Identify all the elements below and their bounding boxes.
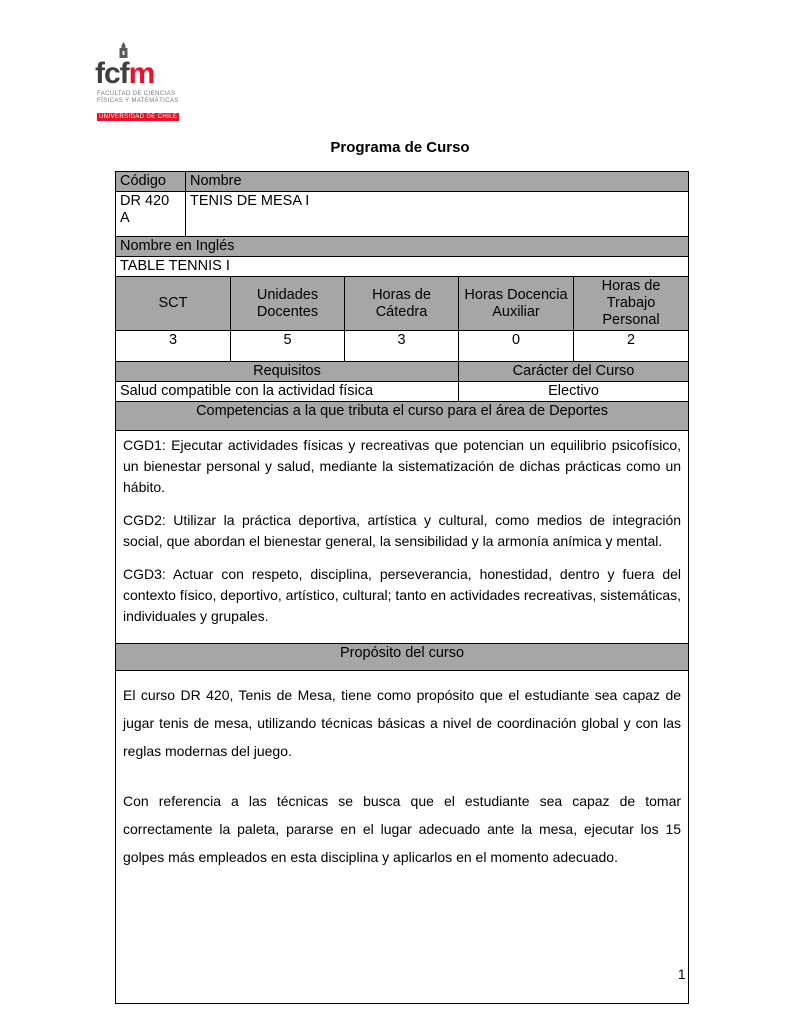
competencia-cgd3-paragraph: CGD3: Actuar con respeto, disciplina, perseverancia, honestidad, dentro y fuera del contexto físico, deportivo, artístico, cultural; tanto en actividades recreativas, sistemáticas, individuales y grupales.: [123, 566, 682, 624]
header-sct-cell: SCT: [116, 277, 231, 331]
value-horas-trabajo-personal-cell: 2: [574, 331, 689, 362]
codigo-label-cell: Código: [116, 172, 186, 192]
requisitos-label-cell: Requisitos: [116, 362, 459, 382]
header-horas-catedra-cell: Horas de Cátedra: [345, 277, 459, 331]
value-unidades-docentes-cell: 5: [231, 331, 345, 362]
proposito-header-cell: Propósito del curso: [116, 644, 689, 671]
beauchef-tower-icon: [117, 42, 130, 58]
nombre-label-cell: Nombre: [186, 172, 689, 192]
logo-faculty-line1: FACULTAD DE CIENCIAS: [97, 91, 176, 97]
proposito-body-cell: [116, 671, 689, 1004]
logo-faculty-line2: FÍSICAS Y MATEMÁTICAS: [97, 98, 179, 104]
nombre-value-cell: TENIS DE MESA I: [186, 192, 689, 237]
logo-wordmark: [95, 59, 215, 89]
logo-wordmark-dark: fcf: [95, 57, 129, 90]
value-horas-catedra-cell: 3: [345, 331, 459, 362]
logo-university-line: UNIVERSIDAD DE CHILE: [99, 114, 178, 120]
page-title: Programa de Curso: [330, 139, 470, 156]
competencias-header-cell: Competencias a la que tributa el curso para el área de Deportes: [116, 402, 689, 431]
codigo-value-cell: DR 420 A: [116, 192, 186, 237]
caracter-value-cell: Electivo: [459, 382, 689, 402]
competencias-body-cell: [116, 431, 689, 644]
header-unidades-docentes-cell: Unidades Docentes: [231, 277, 345, 331]
logo-subtext: [97, 91, 215, 123]
course-program-table: [115, 171, 689, 1004]
logo-wordmark-red: m: [128, 57, 155, 90]
page-number: 1: [678, 967, 686, 982]
header-horas-trabajo-personal-cell: Horas de Trabajo Personal: [574, 277, 689, 331]
fcfm-logo: [95, 42, 215, 123]
header-horas-docencia-auxiliar-cell: Horas Docencia Auxiliar: [459, 277, 574, 331]
nombre-ingles-label-cell: Nombre en Inglés: [116, 237, 689, 257]
value-sct-cell: 3: [116, 331, 231, 362]
caracter-label-cell: Carácter del Curso: [459, 362, 689, 382]
proposito-paragraph-1: El curso DR 420, Tenis de Mesa, tiene como propósito que el estudiante sea capaz de jugar tenis de mesa, utilizando técnicas básicas a nivel de coordinación global y con las reglas modernas del juego.: [123, 687, 682, 759]
competencia-cgd1-paragraph: CGD1: Ejecutar actividades físicas y recreativas que potencian un equilibrio psicofísico, un bienestar personal y salud, mediante la sistematización de dichas prácticas como un hábito.: [123, 437, 682, 495]
requisitos-value-cell: Salud compatible con la actividad física: [116, 382, 459, 402]
nombre-ingles-value-cell: TABLE TENNIS I: [116, 257, 689, 277]
competencia-cgd2-paragraph: CGD2: Utilizar la práctica deportiva, artística y cultural, como medios de integración social, que abordan el bienestar general, la sensibilidad y la armonía anímica y mental.: [123, 512, 682, 549]
value-horas-docencia-auxiliar-cell: 0: [459, 331, 574, 362]
proposito-paragraph-2: Con referencia a las técnicas se busca que el estudiante sea capaz de tomar correctamente la paleta, pararse en el lugar adecuado ante la mesa, ejecutar los 15 golpes más empleados en esta disciplina y aplicarlos en el momento adecuado.: [123, 793, 682, 865]
